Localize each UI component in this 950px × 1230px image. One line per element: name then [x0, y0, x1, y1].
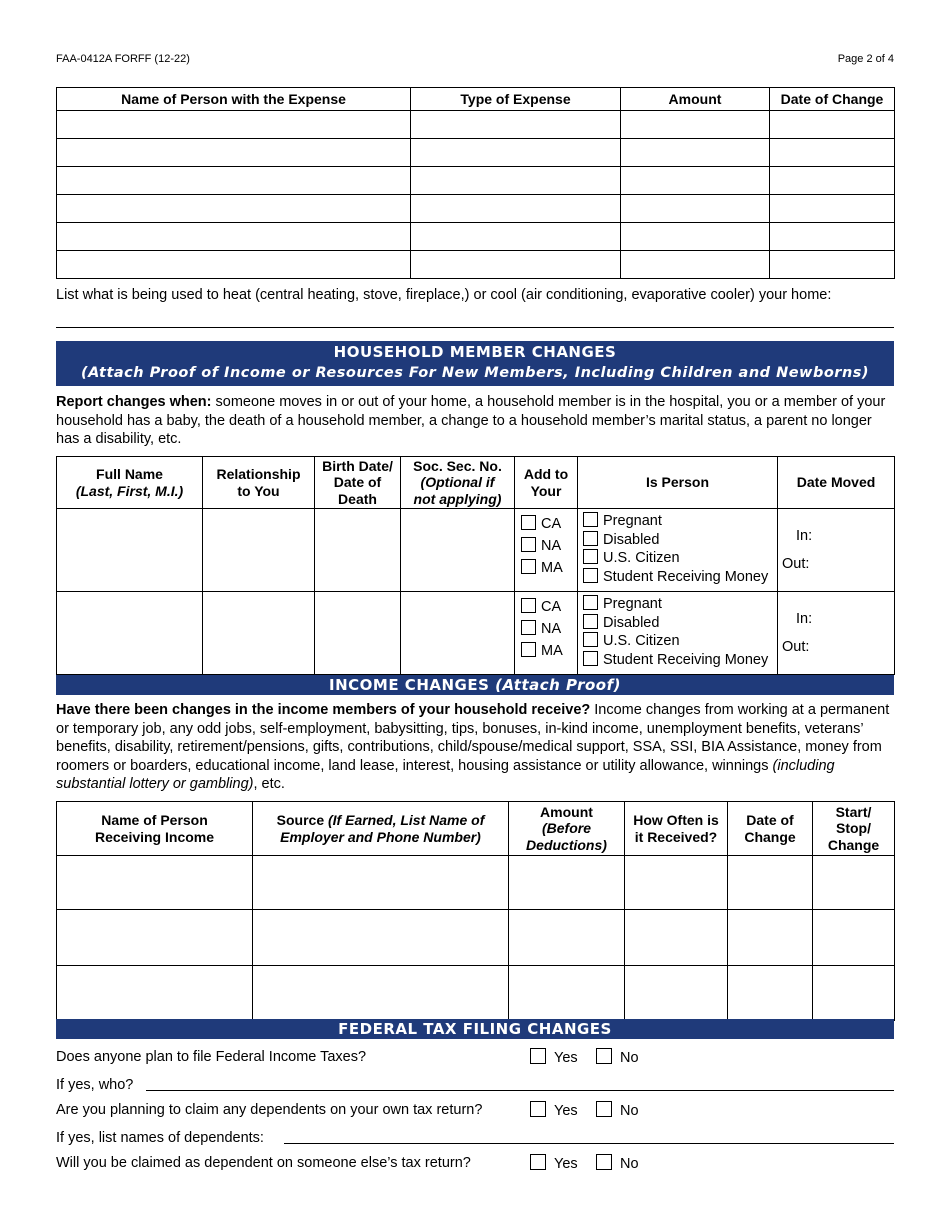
table-row — [57, 195, 895, 223]
tax-q2-follow: If yes, list names of dependents: — [56, 1130, 264, 1146]
table-row — [57, 223, 895, 251]
expense-amount-cell[interactable] — [621, 223, 770, 251]
inc-header-source-label: Source — [276, 812, 325, 828]
expense-header-date: Date of Change — [770, 88, 895, 111]
income-text-italic: (including substantial lottery or gambling) — [56, 757, 835, 792]
form-id: FAA-0412A FORFF (12-22) — [56, 53, 190, 65]
checkbox[interactable] — [596, 1101, 612, 1117]
tax-dependents-line[interactable] — [284, 1143, 894, 1144]
inc-name-cell[interactable] — [57, 966, 253, 1021]
inc-start-stop-cell[interactable] — [813, 966, 895, 1021]
hh-birth-death-cell[interactable] — [315, 509, 401, 592]
hh-add-to-cell — [515, 592, 578, 675]
expense-header-name: Name of Person with the Expense — [57, 88, 411, 111]
expense-type-cell[interactable] — [411, 167, 621, 195]
moved-out-label: Out: — [782, 639, 810, 655]
checkbox[interactable] — [530, 1154, 546, 1170]
checkbox[interactable] — [530, 1101, 546, 1117]
moved-in-label: In: — [796, 528, 813, 544]
checkbox[interactable] — [583, 595, 598, 610]
pregnant-option[interactable] — [583, 512, 777, 531]
expense-date-cell[interactable] — [770, 251, 895, 279]
hh-date-moved-cell[interactable] — [778, 592, 895, 675]
hh-header-ssn-sub: (Optional if not applying) — [413, 474, 502, 507]
checkbox[interactable] — [530, 1048, 546, 1064]
hh-date-moved-cell[interactable] — [778, 509, 895, 592]
tax-q1-follow: If yes, who? — [56, 1077, 134, 1093]
hh-header-birth-death: Birth Date/ Date of Death — [315, 457, 401, 509]
income-description — [56, 701, 898, 794]
disabled-option[interactable] — [583, 531, 777, 550]
hh-is-person-cell — [578, 592, 778, 675]
tax-who-line[interactable] — [146, 1090, 894, 1091]
expense-amount-cell[interactable] — [621, 167, 770, 195]
inc-header-amount — [509, 802, 625, 856]
hh-header-relationship: Relationship to You — [203, 457, 315, 509]
checkbox[interactable] — [583, 651, 598, 666]
add-na-option[interactable] — [521, 537, 577, 559]
expense-amount-cell[interactable] — [621, 195, 770, 223]
hh-add-to-cell — [515, 509, 578, 592]
expense-name-cell[interactable] — [57, 111, 411, 139]
hh-header-full-name-sub: (Last, First, M.I.) — [75, 482, 184, 499]
add-na-label: NA — [541, 538, 562, 554]
hh-birth-death-cell[interactable] — [315, 592, 401, 675]
income-question: Have there been changes in the income members of your household receive? — [56, 702, 591, 718]
table-row — [57, 111, 895, 139]
expense-amount-cell[interactable] — [621, 251, 770, 279]
report-changes-text — [56, 393, 896, 449]
expense-type-cell[interactable] — [411, 111, 621, 139]
inc-header-amount-label: Amount — [540, 803, 593, 820]
inc-source-cell[interactable] — [253, 966, 509, 1021]
checkbox[interactable] — [596, 1048, 612, 1064]
yes-label: Yes — [554, 1156, 578, 1172]
expense-date-cell[interactable] — [770, 167, 895, 195]
table-row — [57, 910, 895, 966]
expense-header-type: Type of Expense — [411, 88, 621, 111]
hh-full-name-cell[interactable] — [57, 592, 203, 675]
tax-q1: Does anyone plan to file Federal Income Taxes? — [56, 1049, 367, 1065]
inc-source-cell[interactable] — [253, 856, 509, 910]
expense-name-cell[interactable] — [57, 195, 411, 223]
income-text-a: Income changes from working at a permanent or temporary job, any odd jobs, self-employment, babysitting, tips, bonuses, in-kind income, unemployment benefits, veterans’ benefits, disability, retirement/pensions, gifts, contributions, child/spouse/medical support, SSA, SSI, BIA Assistance, money from roomers or boarders, educational income, land lease, interest, housing assistance or utility allowance, winnings — [56, 702, 890, 774]
add-ca-option[interactable] — [521, 515, 577, 537]
checkbox[interactable] — [583, 531, 598, 546]
checkbox[interactable] — [596, 1154, 612, 1170]
household-banner — [56, 341, 894, 386]
expense-header-amount: Amount — [621, 88, 770, 111]
hh-header-full-name-label: Full Name — [96, 466, 163, 482]
inc-date-cell[interactable] — [728, 966, 813, 1021]
checkbox[interactable] — [521, 620, 536, 635]
tax-banner: FEDERAL TAX FILING CHANGES — [56, 1019, 894, 1039]
inc-header-start-stop: Start/ Stop/ Change — [813, 802, 895, 856]
household-subtitle: (Attach Proof of Income or Resources For New Members, Including Children and Newborns) — [80, 365, 870, 381]
inc-start-stop-cell[interactable] — [813, 910, 895, 966]
tax-q2-no-option[interactable] — [596, 1101, 639, 1120]
checkbox[interactable] — [583, 512, 598, 527]
heat-cool-answer-line[interactable] — [56, 327, 894, 328]
disabled-label: Disabled — [603, 614, 660, 631]
inc-header-source — [253, 802, 509, 856]
tax-q2: Are you planning to claim any dependents on your own tax return? — [56, 1102, 483, 1118]
expense-type-cell[interactable] — [411, 223, 621, 251]
household-title: HOUSEHOLD MEMBER CHANGES — [333, 343, 617, 361]
add-ca-label: CA — [541, 516, 562, 532]
pregnant-label: Pregnant — [603, 596, 662, 612]
expense-amount-cell[interactable] — [621, 111, 770, 139]
student-label: Student Receiving Money — [603, 651, 769, 668]
expense-date-cell[interactable] — [770, 223, 895, 251]
expense-name-cell[interactable] — [57, 139, 411, 167]
table-row — [57, 592, 895, 675]
expense-name-cell[interactable] — [57, 251, 411, 279]
inc-date-cell[interactable] — [728, 910, 813, 966]
expense-table — [56, 87, 895, 279]
checkbox[interactable] — [521, 642, 536, 657]
inc-amount-cell[interactable] — [509, 910, 625, 966]
citizen-label: U.S. Citizen — [603, 633, 680, 649]
income-text-b: , etc. — [253, 776, 285, 792]
inc-name-cell[interactable] — [57, 856, 253, 910]
inc-header-date-change: Date of Change — [728, 802, 813, 856]
checkbox[interactable] — [583, 632, 598, 647]
checkbox[interactable] — [583, 549, 598, 564]
income-title-sub: (Attach Proof) — [495, 676, 621, 694]
inc-header-source-sub: (If Earned, List Name of Employer and Phone Number) — [280, 812, 485, 845]
hh-ssn-cell[interactable] — [401, 509, 515, 592]
hh-relationship-cell[interactable] — [203, 592, 315, 675]
hh-relationship-cell[interactable] — [203, 509, 315, 592]
checkbox[interactable] — [583, 614, 598, 629]
inc-header-name: Name of Person Receiving Income — [57, 802, 253, 856]
tax-q3-yes-option[interactable] — [530, 1154, 578, 1173]
citizen-option[interactable] — [583, 632, 777, 651]
add-na-option[interactable] — [521, 620, 577, 642]
inc-amount-cell[interactable] — [509, 966, 625, 1021]
page-number: Page 2 of 4 — [837, 53, 894, 65]
no-label: No — [620, 1050, 639, 1066]
student-option[interactable] — [583, 568, 777, 587]
add-ca-label: CA — [541, 599, 562, 615]
inc-how-often-cell[interactable] — [625, 856, 728, 910]
moved-out-label: Out: — [782, 556, 810, 572]
table-row — [57, 251, 895, 279]
table-row — [57, 966, 895, 1021]
disabled-label: Disabled — [603, 531, 660, 548]
expense-name-cell[interactable] — [57, 223, 411, 251]
yes-label: Yes — [554, 1103, 578, 1119]
add-ma-option[interactable] — [521, 559, 577, 581]
hh-header-date-moved: Date Moved — [778, 457, 895, 509]
pregnant-option[interactable] — [583, 595, 777, 614]
report-body: someone moves in or out of your home, a household member is in the hospital, you or a member of your household has a baby, the death of a household member, a change to a household member’s marital status, a parent no longer has a disability, etc. — [56, 394, 886, 447]
inc-date-cell[interactable] — [728, 856, 813, 910]
income-table — [56, 801, 895, 1021]
inc-name-cell[interactable] — [57, 910, 253, 966]
checkbox[interactable] — [521, 559, 536, 574]
expense-date-cell[interactable] — [770, 139, 895, 167]
tax-q1-no-option[interactable] — [596, 1048, 639, 1067]
hh-header-add-to: Add to Your — [515, 457, 578, 509]
student-label: Student Receiving Money — [603, 568, 769, 585]
yes-label: Yes — [554, 1050, 578, 1066]
inc-amount-cell[interactable] — [509, 856, 625, 910]
expense-amount-cell[interactable] — [621, 139, 770, 167]
tax-q3-no-option[interactable] — [596, 1154, 639, 1173]
table-row — [57, 509, 895, 592]
income-title: INCOME CHANGES — [329, 676, 490, 694]
hh-full-name-cell[interactable] — [57, 509, 203, 592]
report-label: Report changes when: — [56, 394, 212, 410]
tax-q1-yes-option[interactable] — [530, 1048, 578, 1067]
income-banner — [56, 675, 894, 695]
inc-how-often-cell[interactable] — [625, 910, 728, 966]
expense-type-cell[interactable] — [411, 195, 621, 223]
table-row — [57, 856, 895, 910]
table-row — [57, 167, 895, 195]
tax-q3: Will you be claimed as dependent on someone else’s tax return? — [56, 1155, 471, 1171]
inc-source-cell[interactable] — [253, 910, 509, 966]
expense-type-cell[interactable] — [411, 251, 621, 279]
no-label: No — [620, 1156, 639, 1172]
moved-in-label: In: — [796, 611, 813, 627]
heat-cool-prompt: List what is being used to heat (central heating, stove, fireplace,) or cool (air conditioning, evaporative cooler) your home: — [56, 287, 832, 303]
pregnant-label: Pregnant — [603, 513, 662, 529]
hh-header-is-person: Is Person — [578, 457, 778, 509]
table-row — [57, 139, 895, 167]
checkbox[interactable] — [521, 515, 536, 530]
hh-header-full-name — [57, 457, 203, 509]
expense-type-cell[interactable] — [411, 139, 621, 167]
tax-q2-yes-option[interactable] — [530, 1101, 578, 1120]
no-label: No — [620, 1103, 639, 1119]
hh-header-ssn-label: Soc. Sec. No. — [413, 457, 502, 474]
add-ma-option[interactable] — [521, 642, 577, 664]
checkbox[interactable] — [521, 598, 536, 613]
disabled-option[interactable] — [583, 614, 777, 633]
add-ma-label: MA — [541, 643, 563, 659]
expense-name-cell[interactable] — [57, 167, 411, 195]
household-table — [56, 456, 895, 675]
expense-date-cell[interactable] — [770, 195, 895, 223]
add-na-label: NA — [541, 621, 562, 637]
add-ca-option[interactable] — [521, 598, 577, 620]
citizen-option[interactable] — [583, 549, 777, 568]
hh-ssn-cell[interactable] — [401, 592, 515, 675]
citizen-label: U.S. Citizen — [603, 550, 680, 566]
expense-date-cell[interactable] — [770, 111, 895, 139]
inc-header-amount-sub: (Before Deductions) — [526, 820, 607, 853]
inc-start-stop-cell[interactable] — [813, 856, 895, 910]
inc-how-often-cell[interactable] — [625, 966, 728, 1021]
hh-header-ssn — [401, 457, 515, 509]
checkbox[interactable] — [583, 568, 598, 583]
student-option[interactable] — [583, 651, 777, 670]
add-ma-label: MA — [541, 560, 563, 576]
hh-is-person-cell — [578, 509, 778, 592]
inc-header-how-often: How Often is it Received? — [625, 802, 728, 856]
checkbox[interactable] — [521, 537, 536, 552]
